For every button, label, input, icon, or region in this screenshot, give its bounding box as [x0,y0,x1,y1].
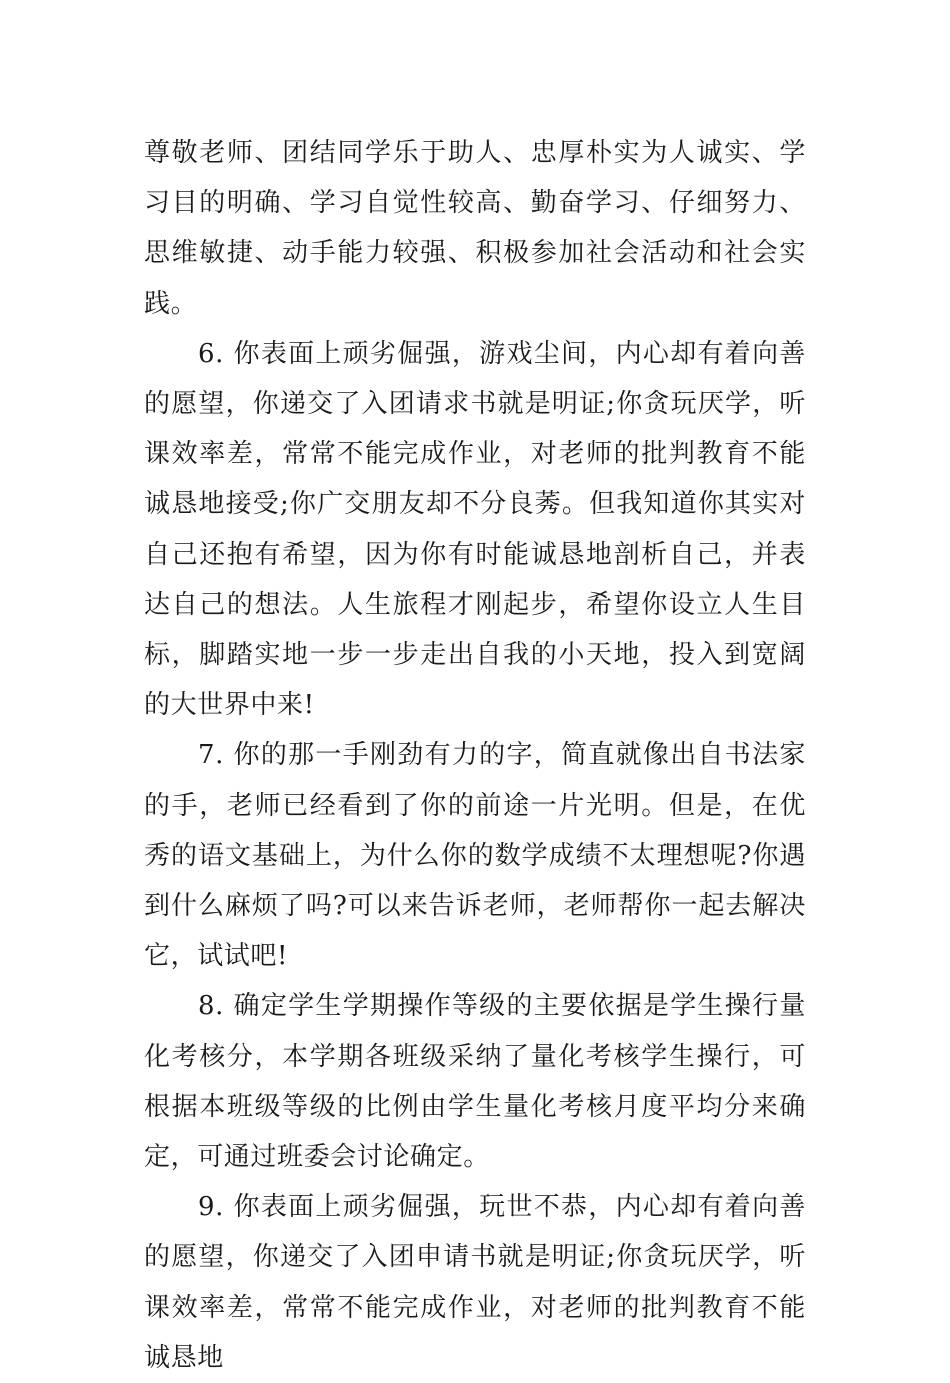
paragraph-continuation: 尊敬老师、团结同学乐于助人、忠厚朴实为人诚实、学习目的明确、学习自觉性较高、勤奋学习、仔细努力、思维敏捷、动手能力较强、积极参加社会活动和社会实践。 [144,138,806,319]
paragraph-item-6: 6. 你表面上顽劣倔强，游戏尘间，内心却有着向善的愿望，你递交了入团请求书就是明证;你贪玩厌学，听课效率差，常常不能完成作业，对老师的批判教育不能诚恳地接受;你广交朋友却不分良莠。但我知道你其实对自己还抱有希望，因为你有时能诚恳地剖析自己，并表达自己的想法。人生旅程才刚起步，希望你设立人生目标，脚踏实地一步一步走出自我的小天地，投入到宽阔的大世界中来! [144,338,806,721]
document-body [144,128,806,1383]
paragraph-item-7: 7. 你的那一手刚劲有力的字，简直就像出自书法家的手，老师已经看到了你的前途一片光明。但是，在优秀的语文基础上，为什么你的数学成绩不太理想呢?你遇到什么麻烦了吗?可以来告诉老师，老师帮你一起去解决它，试试吧! [144,740,806,972]
paragraph-item-9: 9. 你表面上顽劣倔强，玩世不恭，内心却有着向善的愿望，你递交了入团申请书就是明证;你贪玩厌学，听课效率差，常常不能完成作业，对老师的批判教育不能诚恳地 [144,1192,806,1373]
paragraph-item-8: 8. 确定学生学期操作等级的主要依据是学生操行量化考核分，本学期各班级采纳了量化考核学生操行，可根据本班级等级的比例由学生量化考核月度平均分来确定，可通过班委会讨论确定。 [144,991,806,1173]
